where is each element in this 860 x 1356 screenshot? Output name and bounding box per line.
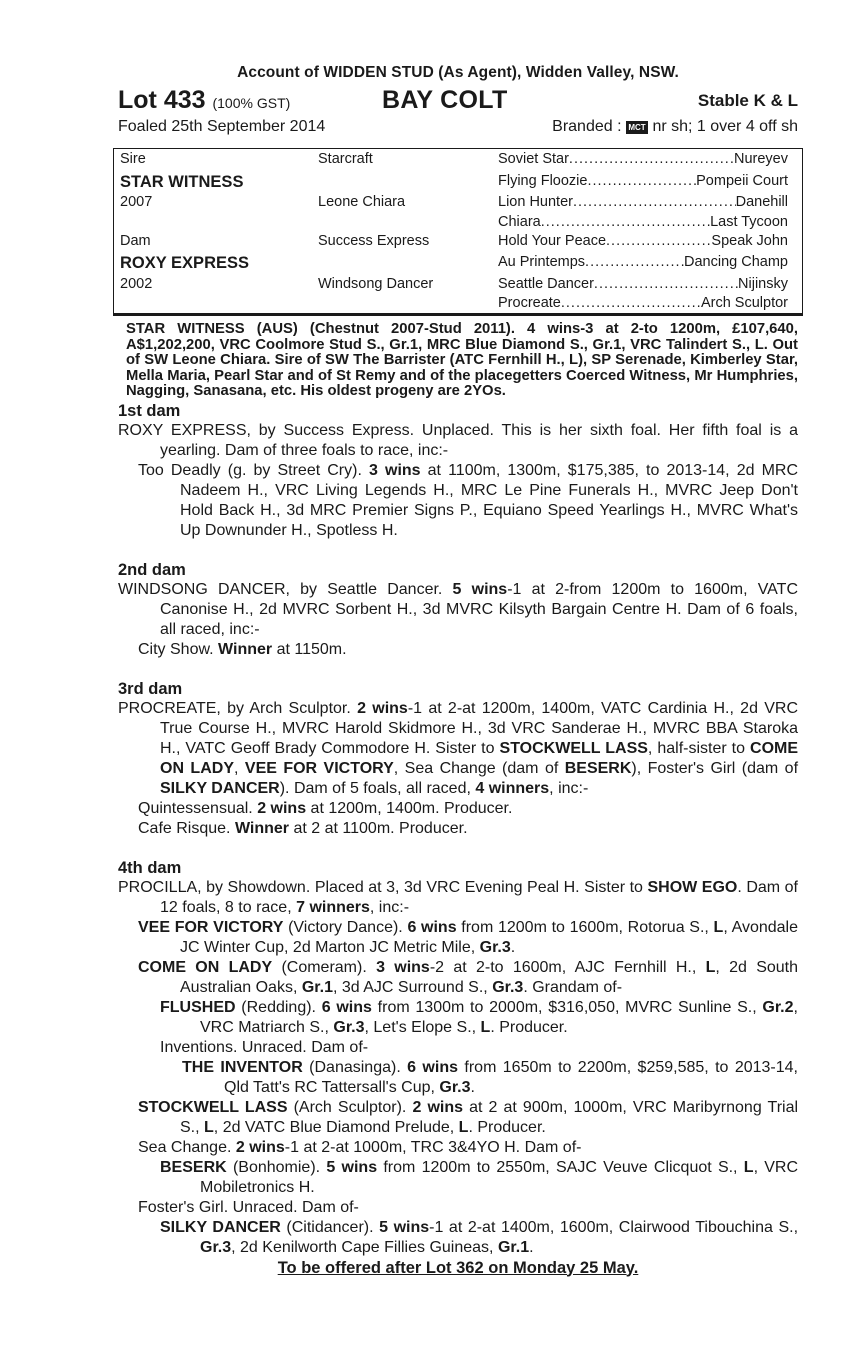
fourth-dam-text: PROCILLA, by Showdown. Placed at 3, 3d VRC Evening Peal H. Sister to SHOW EGO. Dam of 12 foals, 8 to race, 7 winners, inc:- bbox=[118, 878, 798, 916]
progeny-entry: FLUSHED (Redding). 6 wins from 1300m to 2000m, $316,050, MVRC Sunline S., Gr.2, VRC Matriarch S., Gr.3, Let's Elope S., L. Producer. bbox=[160, 998, 798, 1036]
sire-name: STAR WITNESS bbox=[120, 173, 244, 191]
ancestor-row: Hold Your Peace ..... Speak John bbox=[498, 233, 788, 249]
progeny-entry: VEE FOR VICTORY (Victory Dance). 6 wins from 1200m to 1600m, Rotorua S., L, Avondale JC Winter Cup, 2d Marton JC Metric Mile, Gr.3. bbox=[138, 918, 798, 956]
third-dam-text: PROCREATE, by Arch Sculptor. 2 wins-1 at 2-at 1200m, 1400m, VATC Cardinia H., 2d VRC True Course H., MVRC Harold Skidmore H., 3d VRC Sanderae H., MVRC BBA Staroka H., VATC Geoff Brady Commodore H. Sister to STOCKWELL LASS, half-sister to COME ON LADY, VEE FOR VICTORY, Sea Change (dam of BESERK), Foster's Girl (dam of SILKY DANCER). Dam of 5 foals, all raced, 4 winners, inc:- bbox=[118, 699, 799, 797]
progeny-entry: THE INVENTOR (Danasinga). 6 wins from 1650m to 2200m, $259,585, to 2013-14, Qld Tatt's RC Tattersall's Cup, Gr.3. bbox=[182, 1058, 798, 1096]
grandsire-paternal: Starcraft bbox=[318, 151, 373, 167]
sale-notice: To be offered after Lot 362 on Monday 25 May. bbox=[277, 1258, 639, 1277]
progeny-entry: Too Deadly (g. by Street Cry). 3 wins at 1100m, 1300m, $175,385, to 2013-14, 2d MRC Nadeem H., VRC Living Legends H., MRC Le Pine Funerals H., MVRC Jeep Don't Hold Back H., 3d MRC Premier Signs P., Equiano Speed Yearlings H., MVRC What's Up Downunder H., Spotless H. bbox=[138, 461, 799, 539]
first-dam-heading: 1st dam bbox=[118, 401, 181, 420]
first-dam-text: ROXY EXPRESS, by Success Express. Unplaced. This is her sixth foal. Her fifth foal is a yearling. Dam of three foals to race, inc:- bbox=[118, 421, 798, 459]
ancestor-row: Soviet Star ..... Nureyev bbox=[498, 151, 788, 167]
vendor-account: Account of WIDDEN STUD (As Agent), Widden Valley, NSW. bbox=[237, 64, 679, 81]
ancestor-row: Chiara ..... Last Tycoon bbox=[498, 214, 788, 230]
pedigree-table bbox=[113, 148, 803, 316]
catalogue-body bbox=[118, 322, 798, 1278]
dam-label: Dam bbox=[120, 233, 151, 249]
foaled-date: Foaled 25th September 2014 bbox=[118, 118, 326, 135]
progeny-entry: SILKY DANCER (Citidancer). 5 wins-1 at 2-at 1400m, 1600m, Clairwood Tibouchina S., Gr.3, 2d Kenilworth Cape Fillies Guineas, Gr.1. bbox=[160, 1218, 799, 1256]
ancestor-row: Seattle Dancer ..... Nijinsky bbox=[498, 276, 788, 292]
branded-info: Branded : MCT nr sh; 1 over 4 off sh bbox=[552, 118, 798, 135]
granddam-paternal: Leone Chiara bbox=[318, 194, 406, 210]
dam-year: 2002 bbox=[120, 276, 153, 292]
progeny-entry: BESERK (Bonhomie). 5 wins from 1200m to 2550m, SAJC Veuve Clicquot S., L, VRC Mobiletronics H. bbox=[160, 1158, 799, 1196]
dam-name: ROXY EXPRESS bbox=[120, 254, 249, 272]
ancestor-row: Au Printemps ..... Dancing Champ bbox=[498, 254, 788, 270]
progeny-entry: Quintessensual. 2 wins at 1200m, 1400m. Producer. bbox=[138, 799, 513, 817]
progeny-entry: STOCKWELL LASS (Arch Sculptor). 2 wins at 2 at 900m, 1000m, VRC Maribyrnong Trial S., L, 2d VATC Blue Diamond Prelude, L. Producer. bbox=[138, 1098, 799, 1136]
ancestor-row: Lion Hunter ..... Danehill bbox=[498, 194, 788, 210]
progeny-entry: Sea Change. 2 wins-1 at 2-at 1000m, TRC 3&4YO H. Dam of- bbox=[138, 1138, 582, 1156]
progeny-entry: COME ON LADY (Comeram). 3 wins-2 at 2-to 1600m, AJC Fernhill H., L, 2d South Australian Oaks, Gr.1, 3d AJC Surround S., Gr.3. Grandam of- bbox=[138, 958, 799, 996]
lot-number: Lot 433 (100% GST) bbox=[118, 86, 291, 114]
fourth-dam-heading: 4th dam bbox=[118, 858, 182, 877]
sire-description: STAR WITNESS (AUS) (Chestnut 2007-Stud 2011). 4 wins-3 at 2-to 1200m, £107,640, A$1,202,200, VRC Coolmore Stud S., Gr.1, MRC Blue Diamond S., Gr.1, VRC Talindert S., L. Out of SW Leone Chiara. Sire of SW The Barrister (ATC Fernhill H., L), SP Serenade, Kimberley Star, Mella Maria, Pearl Star and of St Remy and of the placegetters Coerced Witness, Mr Humphries, Nagging, Sanasana, etc. His oldest progeny are 2YOs. bbox=[126, 321, 798, 399]
third-dam-heading: 3rd dam bbox=[118, 679, 183, 698]
ancestor-row: Procreate ..... Arch Sculptor bbox=[498, 295, 788, 311]
grandsire-maternal: Success Express bbox=[318, 233, 430, 249]
progeny-entry: Foster's Girl. Unraced. Dam of- bbox=[138, 1198, 359, 1216]
brand-mark-icon: MCT bbox=[626, 121, 648, 134]
second-dam-heading: 2nd dam bbox=[118, 560, 186, 579]
gst-note: (100% GST) bbox=[212, 95, 291, 111]
granddam-maternal: Windsong Dancer bbox=[318, 276, 434, 292]
ancestor-row: Flying Floozie ..... Pompeii Court bbox=[498, 173, 788, 189]
progeny-entry: Cafe Risque. Winner at 2 at 1100m. Producer. bbox=[138, 819, 468, 837]
lot-header bbox=[118, 86, 798, 116]
horse-description: BAY COLT bbox=[382, 86, 508, 114]
second-dam-text: WINDSONG DANCER, by Seattle Dancer. 5 wins-1 at 2-from 1200m to 1600m, VATC Canonise H., 2d MVRC Sorbent H., 3d MVRC Kilsyth Bargain Centre H. Dam of 6 foals, all raced, inc:- bbox=[118, 580, 798, 638]
sire-label: Sire bbox=[120, 151, 146, 167]
stable-location: Stable K & L bbox=[697, 91, 798, 110]
progeny-entry: City Show. Winner at 1150m. bbox=[138, 640, 347, 658]
sire-year: 2007 bbox=[120, 194, 153, 210]
progeny-entry: Inventions. Unraced. Dam of- bbox=[160, 1038, 369, 1056]
